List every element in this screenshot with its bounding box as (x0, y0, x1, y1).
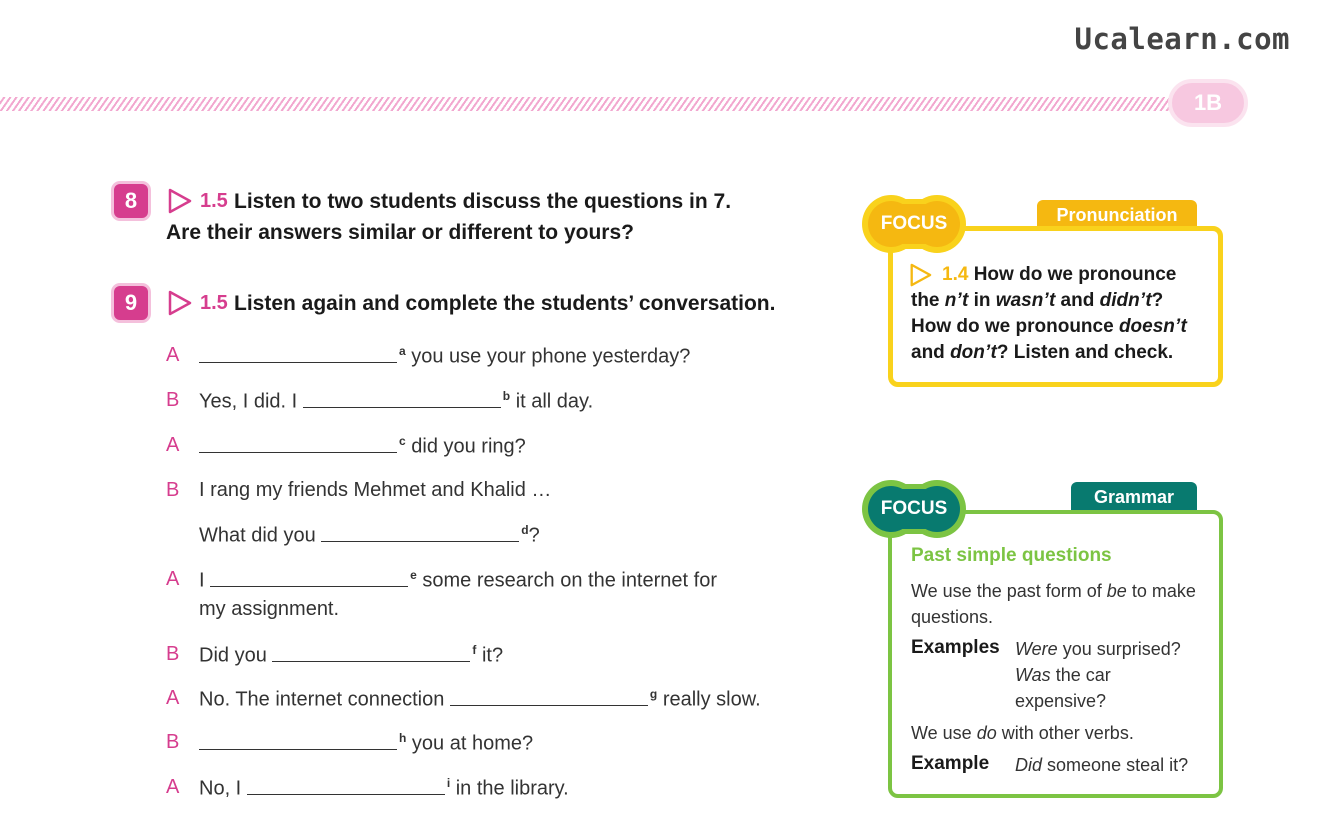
speaker-label: A (166, 568, 180, 590)
exercise-8-instruction-line1: Listen to two students discuss the questions in 7. (234, 190, 732, 213)
answer-blank-a[interactable] (199, 348, 397, 363)
site-watermark: Ucalearn.com (1074, 22, 1290, 56)
answer-blank-b[interactable] (303, 393, 501, 408)
answer-blank-h[interactable] (199, 735, 397, 750)
example-label: Example (911, 753, 990, 774)
speaker-label: B (166, 479, 180, 501)
exercise-9-instruction: Listen again and complete the students’ conversation. (234, 292, 776, 315)
speaker-label: B (166, 731, 180, 753)
conversation-line-h: $^h$ you at home? (199, 731, 533, 756)
answer-blank-i[interactable] (247, 780, 445, 795)
grammar-title: Past simple questions (911, 545, 1112, 566)
speaker-label: B (166, 643, 180, 665)
answer-blank-g[interactable] (450, 691, 648, 706)
conversation-line-b: Yes, I did. I $^b$ it all day. (199, 389, 594, 413)
pronunciation-tab: Pronunciation (1037, 200, 1197, 230)
conversation-line-e: I $^e$ some research on the internet for (199, 568, 717, 592)
speaker-label: A (166, 687, 180, 709)
audio-play-icon[interactable] (166, 290, 192, 316)
conversation-line-g: No. The internet connection $^g$ really slow. (199, 687, 761, 711)
grammar-example-3: Did someone steal it? (1015, 755, 1189, 775)
conversation-line-f: Did you $^f$ it? (199, 643, 504, 667)
exercise-9-number: 9 (114, 286, 148, 320)
speaker-label: A (166, 434, 180, 456)
speaker-label: A (166, 776, 180, 798)
pronunciation-text: 1.4 How do we pronounce the n’t in wasn’t and didn’t? How do we pronounce doesn’t and don’t? Listen and check. (911, 264, 1187, 363)
conversation-line-static: I rang my friends Mehmet and Khalid … (199, 479, 552, 501)
focus-label: FOCUS (880, 213, 948, 234)
speaker-label: B (166, 389, 180, 411)
conversation-line-c: $^c$ did you ring? (199, 434, 526, 459)
unit-badge: 1B (1168, 79, 1248, 127)
conversation-line-a: $^a$ you use your phone yesterday? (199, 344, 690, 369)
exercise-8-number: 8 (114, 184, 148, 218)
speaker-label: A (166, 344, 180, 366)
exercise-8-instruction-line2: Are their answers similar or different to yours? (166, 221, 634, 244)
header-stripe (0, 97, 1180, 111)
exercise-9-track: 1.5 (200, 292, 228, 314)
answer-blank-f[interactable] (272, 647, 470, 662)
answer-blank-e[interactable] (210, 572, 408, 587)
grammar-tab: Grammar (1071, 482, 1197, 512)
grammar-examples: Were you surprised? Was the car expensive? (1015, 639, 1181, 711)
examples-label: Examples (911, 637, 1000, 658)
answer-blank-d[interactable] (321, 527, 519, 542)
conversation-line-i: No, I $^i$ in the library. (199, 776, 569, 800)
answer-blank-c[interactable] (199, 438, 397, 453)
grammar-rule-1: We use the past form of be to make questions. (911, 581, 1196, 627)
conversation-line-d: What did you $^d$? (199, 523, 540, 547)
exercise-8-track: 1.5 (200, 190, 228, 212)
conversation-line-continuation: my assignment. (199, 598, 340, 620)
audio-play-icon[interactable] (166, 188, 192, 214)
focus-label: FOCUS (880, 498, 948, 519)
grammar-rule-2: We use do with other verbs. (911, 723, 1134, 743)
